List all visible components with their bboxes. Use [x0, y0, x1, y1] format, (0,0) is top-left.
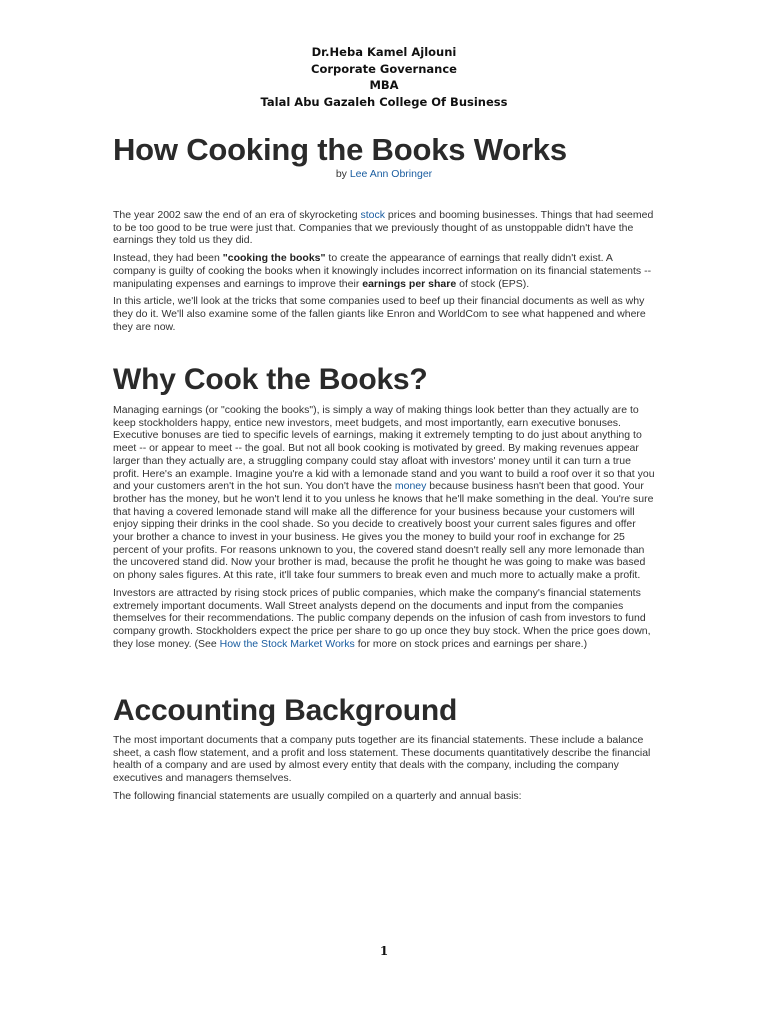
text-run: for more on stock prices and earnings per share.): [354, 637, 588, 650]
text-run: The year 2002 saw the end of an era of skyrocketing: [113, 209, 361, 221]
stock-link[interactable]: stock: [360, 209, 385, 221]
section-accounting: [113, 693, 657, 729]
text-run: because business hasn't been that good. Your brother has the money, but he won't lend it to you unless he knows that he'll make something in the deal. You're sure that having a covered lemonade stand will make all the difference for your business because your customers will enjoy sipping their drinks in the cool shade. So you decide to creatively boost your current sales figures and offer your brother a chance to invest in your business. He gives you the money to build your roof in exchange for 25 percent of your profits. For reasons unknown to you, the covered stand doesn't really sell any more lemonade than the uncovered stand did. Now your brother is mad, because the profit he thought he was going to make was based on phony sales figures. At this rate, it'll take four summers to break even and much more to actually make a profit.: [113, 480, 654, 582]
byline: [0, 168, 768, 180]
why-cook-paragraph-1: [113, 404, 657, 582]
author-name: Dr.Heba Kamel Ajlouni: [311, 45, 457, 59]
page-number: 1: [379, 944, 389, 958]
text-run: Instead, they had been: [113, 252, 223, 265]
text-run: Managing earnings (or "cooking the books"), is simply a way of making things look better than they actually are to keep stockholders happy, entice new investors, meet budgets, and most importantly, earn executive bonuses. Executive bonuses are tied to specific levels of earnings, making it extremely tempting to do just about anything to meet -- or appear to meet -- the goal. But not all book cooking is motivated by greed. By making revenues appear larger than they actually are, a struggling company could stay afloat with investors' money until it can turn a true profit. Here's an example. Imagine you're a kid with a lemonade stand and you want to build a roof over it so that you and your customers aren't in the hot sun. You don't have the: [113, 404, 655, 493]
section-why-cook-body: [113, 404, 657, 650]
text-run: Investors are attracted by rising stock prices of public companies, which make the company's financial statements extremely important documents. Wall Street analysts depend on the documents and input from the companies themselves for their recommendations. The public company depends on the infusion of cash from investors to fund company growth. Stockholders expect the price per share to go up once they buy stock. When the price goes down, they lose money. (See: [113, 586, 651, 650]
byline-prefix: by: [335, 168, 347, 180]
bold-term-cooking-books: "cooking the books": [222, 252, 326, 265]
article-title-block: [113, 132, 657, 168]
intro-section: [113, 209, 657, 333]
accounting-paragraph-1: The most important documents that a company puts together are its financial statements. These include a balance sheet, a cash flow statement, and a profit and loss statement. These documents quantitatively describe the financial health of a company and are used by almost every entity that deals with the company, including the company executives and managers themselves.: [113, 734, 651, 785]
course-name: Corporate Governance: [311, 61, 457, 76]
accounting-paragraph-2: The following financial statements are usually compiled on a quarterly and annual basis:: [113, 789, 522, 802]
article-title: How Cooking the Books Works: [113, 132, 567, 167]
college-name: Talal Abu Gazaleh College Of Business: [260, 95, 508, 110]
money-link[interactable]: money: [394, 480, 427, 493]
why-cook-paragraph-2: [113, 587, 657, 651]
text-run: prices and booming businesses. Things that had seemed to be too good to be true were just that. Companies that we previously thought of as unstoppable didn't have the earnings they told us they did.: [113, 209, 654, 247]
intro-paragraph-2: [113, 252, 657, 290]
section-accounting-body: [113, 734, 657, 803]
text-run: to create the appearance of earnings that really didn't exist. A company is guilty of cooking the books when it knowingly includes incorrect information on its financial statements -- manipulating expenses and earnings to improve their: [113, 252, 652, 290]
section-heading-accounting: Accounting Background: [113, 694, 458, 727]
author-link[interactable]: Lee Ann Obringer: [349, 168, 433, 180]
section-why-cook: [113, 362, 657, 398]
program-name: MBA: [369, 78, 399, 93]
text-run: of stock (EPS).: [456, 277, 530, 290]
section-heading-why-cook: Why Cook the Books?: [113, 363, 428, 396]
intro-paragraph-3: In this article, we'll look at the tricks that some companies used to beef up their financial documents as well as why they do it. We'll also examine some of the fallen giants like Enron and WorldCom to see what happened and where they are now.: [113, 295, 646, 333]
stock-market-link[interactable]: How the Stock Market Works: [219, 637, 355, 650]
intro-paragraph-1: [113, 209, 657, 247]
bold-term-eps: earnings per share: [362, 277, 457, 290]
course-header: [0, 44, 768, 111]
